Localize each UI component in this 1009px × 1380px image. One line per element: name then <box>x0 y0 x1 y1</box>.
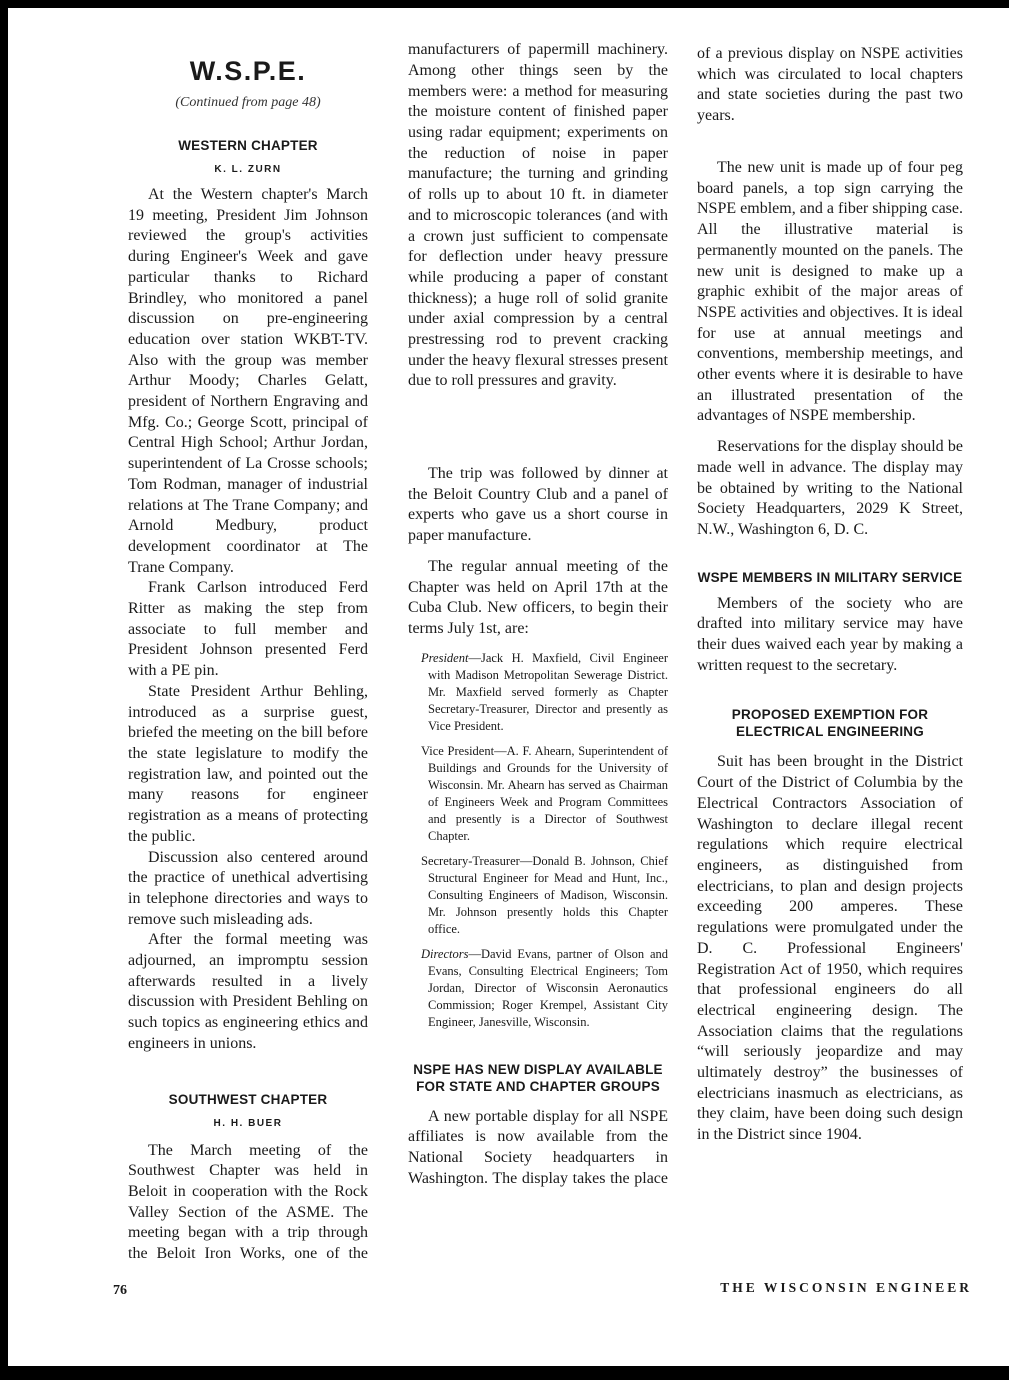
officer-role: President <box>421 650 469 665</box>
western-chapter-byline: K. L. ZURN <box>214 164 282 175</box>
page-number: 76 <box>113 1283 127 1298</box>
display-paragraph-part-1: A new portable display for all NSPE affiliates is now available from the National Society headquarters in Washington. The display takes the place <box>408 1107 668 1187</box>
scan-edge-left <box>0 0 8 1380</box>
western-chapter-heading: WESTERN CHAPTER <box>178 138 318 153</box>
officer-entry: President—Jack H. Maxfield, Civil Engineer with Madison Metropolitan Sewerage District. Mr. Maxfield served formerly as Chapter Secretary-Treasurer, Director and presently as Vice President. <box>421 650 668 733</box>
western-paragraph: At the Western chapter's March 19 meeting, President Jim Johnson reviewed the group's activities during Engineer's Week and gave particular thanks to Richard Brindley, who monitored a panel discussion on pre-engineering education over station WKBT-TV. Also with the group was member Arthur Moody; Charles Gelatt, president of Northern Engraving and Mfg. Co.; George Scott, principal of Central High School; Arthur Jordan, superintendent of La Crosse schools; Tom Rodman, manager of industrial relations at The Trane Company; and Arnold Medbury, product development coordinator at The Trane Company. <box>128 186 368 576</box>
southwest-paragraph-continued <box>408 40 668 454</box>
display-paragraph: The new unit is made up of four peg board panels, a top sign carrying the NSPE emblem, and a fiber shipping case. All the illustrative material is permanently mounted on the panels. The new unit is designed to make up a graphic exhibit of the major areas of NSPE activities and objectives. It is ideal for use at annual meetings and conventions, membership meetings, and other events where it is desirable to have an illustrated presentation of the advantages of NSPE membership. <box>697 159 963 425</box>
officer-description: Donald B. Johnson, Chief Structural Engineer for Mead and Hunt, Inc., Consulting Engineers of Madison, Wisconsin. Mr. Johnson presently holds this Chapter office. <box>428 853 668 936</box>
column-1 <box>128 42 368 1265</box>
southwest-chapter-heading: SOUTHWEST CHAPTER <box>168 1091 328 1107</box>
exemption-heading: PROPOSED EXEMPTION FOR ELECTRICAL ENGINEERING <box>731 707 929 740</box>
southwest-paragraph: The regular annual meeting of the Chapter was held on April 17th at the Cuba Club. New officers, to begin their terms July 1st, are: <box>408 557 668 637</box>
display-paragraph-overflow: of a previous display on NSPE activities which was circulated to local chapters and state societies during the past two years. <box>697 44 963 124</box>
scan-edge-bottom <box>0 1366 1009 1380</box>
display-paragraph-continued <box>697 44 963 148</box>
scan-edge-top <box>0 0 1009 8</box>
western-paragraph: Discussion also centered around the practice of unethical advertising in telephone directories and ways to remove such misleading ads. <box>128 848 368 928</box>
officer-role: Vice President <box>421 743 495 758</box>
officer-role: Directors <box>421 946 469 961</box>
exemption-paragraph: Suit has been brought in the District Court of the District of Columbia by the Electrical Contractors Association of Washington to declare illegal recent regulations which require electrical engineers, as distinguished from electricians, to plan and design projects exceeding 200 amperes. These regulations were promulgated under the D. C. Professional Engineers' Registration Act of 1950, which requires that professional engineers do all electrical engineering design. The Association claims that the regulations “will seriously jeopardize and may ultimately destroy” the businesses of electricians inasmuch as electricians, as they claim, have been doing such design in the District since 1904. <box>697 753 963 1144</box>
western-paragraph: Frank Carlson introduced Ferd Ritter as making the step from associate to full member and President Johnson presented Ferd with a PE pin. <box>128 579 368 680</box>
officer-entry: Secretary-Treasurer—Donald B. Johnson, Chief Structural Engineer for Mead and Hunt, Inc., Consulting Engineers of Madison, Wisconsin. Mr. Johnson presently holds this Chapter office. <box>421 853 668 936</box>
nspe-display-heading: NSPE HAS NEW DISPLAY AVAILABLE FOR STATE AND CHAPTER GROUPS <box>413 1061 663 1094</box>
column-3 <box>697 44 963 1146</box>
western-paragraph: After the formal meeting was adjourned, an impromptu session afterwards resulted in a lively discussion with President Behling on such topics as engineering ethics and engineers in unions. <box>128 931 368 1052</box>
southwest-paragraph-overflow: manufacturers of papermill machinery. Among other things seen by the members were: a method for measuring the moisture content of finished paper using radar equipment; experiments on the reduction of noise in paper manufacture; the turning and grinding of rolls up to about 10 ft. in diameter and to microscopic tolerances (and with a crown just sufficient to compensate for deflection under heavy pressure while producing a paper of constant thickness); a huge roll of solid granite under axial compression by a central prestressing rod to prevent cracking under the heavy flexural stresses present due to roll pressures and gravity. <box>408 41 668 390</box>
officer-entry: Directors—David Evans, partner of Olson and Evans, Consulting Electrical Engineers; Tom Jordan, Director of Wisconsin Aeronautics Commission; Roger Krempel, Assistant City Engineer, Janesville, Wisconsin. <box>421 946 668 1029</box>
military-service-heading: WSPE MEMBERS IN MILITARY SERVICE <box>697 569 963 585</box>
officer-entry: Vice President—A. F. Ahearn, Superintendent of Buildings and Grounds for the University of Wisconsin. Mr. Ahearn has served as Chairman of Engineers Week and Program Committees and presently is a Director of Southwest Chapter. <box>421 743 668 843</box>
southwest-paragraph-part-1: The March meeting of the Southwest Chapter was held in Beloit in cooperation with the Rock Valley Section of the ASME. The meeting began with a trip through the Beloit Iron Works, one of the <box>128 1141 368 1263</box>
column-2 <box>408 40 668 1190</box>
officer-description: Jack H. Maxfield, Civil Engineer with Madison Metropolitan Sewerage District. Mr. Maxfield served formerly as Chapter Secretary-Treasurer, Director and presently as Vice President. <box>428 650 668 733</box>
publication-footer: THE WISCONSIN ENGINEER <box>720 1280 972 1295</box>
masthead-title: W.S.P.E. <box>189 56 307 86</box>
officer-role: Secretary-Treasurer <box>421 853 520 868</box>
western-paragraph: State President Arthur Behling, introduced as a surprise guest, briefed the meeting on the bill before the state legislature to modify the registration law, and pointed out the many reasons for engineer registration as a means of protecting the public. <box>128 682 368 845</box>
southwest-chapter-byline: H. H. BUER <box>213 1117 283 1129</box>
officer-description: David Evans, partner of Olson and Evans, Consulting Electrical Engineers; Tom Jordan, Director of Wisconsin Aeronautics Commission; Roger Krempel, Assistant City Engineer, Janesville, Wisconsin. <box>428 946 668 1029</box>
military-paragraph: Members of the society who are drafted into military service may have their dues waived each year by making a written request to the secretary. <box>697 594 963 674</box>
continued-note: (Continued from page 48) <box>175 95 321 110</box>
southwest-paragraph: The trip was followed by dinner at the Beloit Country Club and a panel of experts who gave us a short course in paper manufacture. <box>408 465 668 545</box>
display-paragraph: Reservations for the display should be made well in advance. The display may be obtained by writing to the National Society Headquarters, 2029 K Street, N.W., Washington 6, D. C. <box>697 438 963 538</box>
officer-description: A. F. Ahearn, Superintendent of Buildings and Grounds for the University of Wisconsin. Mr. Ahearn has served as Chairman of Engineers Week and Program Committees and presently is a Director of Southwest Chapter. <box>428 743 668 843</box>
